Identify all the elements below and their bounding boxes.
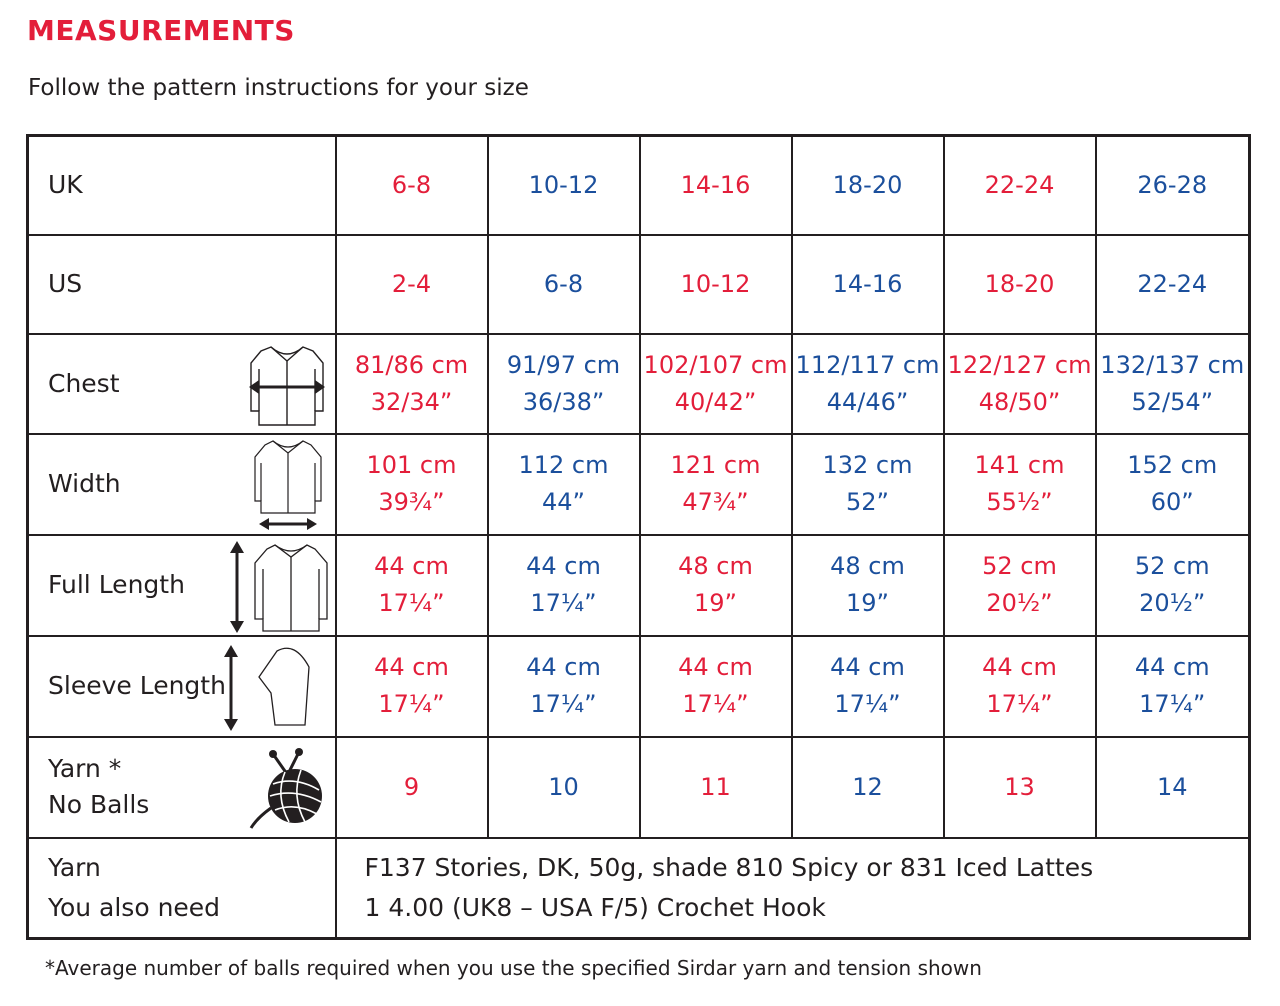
sleeve-length-inch: 17¼” xyxy=(834,690,901,718)
yarn-balls-cell: 9 xyxy=(336,737,488,838)
full-length-label: Full Length xyxy=(48,570,185,599)
you-also-need-label: You also need xyxy=(48,892,221,922)
sleeve-length-inch: 17¼” xyxy=(530,690,597,718)
width-cm: 121 cm xyxy=(670,451,761,479)
width-inch: 44” xyxy=(542,488,585,516)
uk-label-cell xyxy=(28,136,336,235)
sleeve-length-cm: 44 cm xyxy=(526,653,601,681)
chest-inch: 44/46” xyxy=(826,387,909,416)
full-length-inch: 17¼” xyxy=(530,589,597,617)
width-cell xyxy=(1096,434,1250,535)
width-label-cell xyxy=(28,434,336,535)
width-cm: 141 cm xyxy=(974,451,1065,479)
uk-size-cell: 22-24 xyxy=(944,136,1096,235)
yarn-info-labels xyxy=(48,848,220,928)
yarn-info-label-cell xyxy=(28,838,336,939)
sleeve-length-inch: 17¼” xyxy=(1139,690,1206,718)
uk-size-cell: 26-28 xyxy=(1096,136,1250,235)
measurements-table xyxy=(26,134,1251,940)
full-length-cell xyxy=(488,535,640,636)
width-inch: 39¾” xyxy=(378,488,445,516)
us-size-row xyxy=(28,235,1250,334)
chest-inch: 48/50” xyxy=(978,387,1061,416)
chest-cell xyxy=(640,334,792,434)
yarn-balls-label-line2: No Balls xyxy=(48,790,150,819)
yarn-balls-cell: 12 xyxy=(792,737,944,838)
yarn-balls-cell: 14 xyxy=(1096,737,1250,838)
full-length-cm: 44 cm xyxy=(526,552,601,580)
full-length-row xyxy=(28,535,1250,636)
width-cm: 152 cm xyxy=(1127,451,1218,479)
chest-cm: 132/137 cm xyxy=(1100,350,1245,379)
sleeve-length-cell xyxy=(944,636,1096,737)
full-length-cell xyxy=(1096,535,1250,636)
chest-inch: 32/34” xyxy=(370,387,453,416)
chest-cell xyxy=(792,334,944,434)
full-length-cell xyxy=(336,535,488,636)
yarn-ball-needles-icon xyxy=(245,746,331,832)
chest-inch: 40/42” xyxy=(674,387,757,416)
chest-label-cell xyxy=(28,334,336,434)
uk-size-cell: 18-20 xyxy=(792,136,944,235)
us-size-cell: 22-24 xyxy=(1096,235,1250,334)
sleeve-length-cell xyxy=(792,636,944,737)
sleeve-length-cm: 44 cm xyxy=(982,653,1057,681)
full-length-cell xyxy=(640,535,792,636)
yarn-balls-row xyxy=(28,737,1250,838)
full-length-cm: 52 cm xyxy=(1134,552,1210,580)
width-row xyxy=(28,434,1250,535)
sleeve-length-cm: 44 cm xyxy=(830,653,905,681)
chest-cm: 102/107 cm xyxy=(643,350,788,379)
yarn-label: Yarn xyxy=(48,852,101,882)
full-length-cm: 48 cm xyxy=(678,552,753,580)
sleeve-length-cell xyxy=(336,636,488,737)
sleeve-length-cell xyxy=(488,636,640,737)
chest-cell xyxy=(488,334,640,434)
full-length-cm: 48 cm xyxy=(830,552,905,580)
width-inch: 47¾” xyxy=(682,488,749,516)
width-inch: 55½” xyxy=(986,488,1053,516)
chest-cell xyxy=(1096,334,1250,434)
sleeve-length-label-cell xyxy=(28,636,336,737)
yarn-balls-label xyxy=(48,751,149,823)
full-length-label-cell xyxy=(28,535,336,636)
uk-size-row xyxy=(28,136,1250,235)
chest-label: Chest xyxy=(48,368,120,398)
full-length-diagram-icon xyxy=(225,539,333,635)
sleeve-length-cm: 44 cm xyxy=(678,653,753,681)
full-length-inch: 17¼” xyxy=(378,589,445,617)
width-cm: 101 cm xyxy=(366,451,457,479)
width-label: Width xyxy=(48,469,121,498)
us-size-cell: 18-20 xyxy=(944,235,1096,334)
sleeve-length-label: Sleeve Length xyxy=(48,671,226,700)
sleeve-length-cell xyxy=(1096,636,1250,737)
full-length-inch: 19” xyxy=(694,589,737,617)
sleeve-length-cm: 44 cm xyxy=(1134,653,1210,681)
hem-width-diagram-icon xyxy=(245,437,331,533)
full-length-cell xyxy=(944,535,1096,636)
yarn-balls-cell: 11 xyxy=(640,737,792,838)
sleeve-length-cell xyxy=(640,636,792,737)
yarn-balls-cell: 10 xyxy=(488,737,640,838)
yarn-balls-label-line1: Yarn * xyxy=(48,754,122,783)
full-length-cell xyxy=(792,535,944,636)
page-title: MEASUREMENTS xyxy=(27,14,295,47)
chest-cm: 91/97 cm xyxy=(506,350,621,379)
width-inch: 60” xyxy=(1150,488,1194,516)
chest-cm: 112/117 cm xyxy=(795,350,940,379)
chest-cm: 81/86 cm xyxy=(354,350,469,379)
us-label-cell xyxy=(28,235,336,334)
chest-inch: 52/54” xyxy=(1131,387,1214,416)
width-cell xyxy=(336,434,488,535)
us-size-cell: 6-8 xyxy=(488,235,640,334)
yarn-balls-label-cell xyxy=(28,737,336,838)
sleeve-length-cm: 44 cm xyxy=(374,653,449,681)
us-size-cell: 14-16 xyxy=(792,235,944,334)
width-cm: 132 cm xyxy=(822,451,913,479)
sleeve-length-inch: 17¼” xyxy=(682,690,749,718)
full-length-inch: 20½” xyxy=(986,589,1053,617)
chest-width-diagram-icon xyxy=(243,341,331,429)
uk-size-cell: 10-12 xyxy=(488,136,640,235)
width-cell xyxy=(640,434,792,535)
intro-text: Follow the pattern instructions for your size xyxy=(28,75,529,101)
width-cell xyxy=(944,434,1096,535)
uk-label: UK xyxy=(48,170,83,200)
full-length-inch: 19” xyxy=(846,589,889,617)
sleeve-length-inch: 17¼” xyxy=(986,690,1053,718)
chest-cell xyxy=(944,334,1096,434)
sleeve-length-inch: 17¼” xyxy=(378,690,445,718)
uk-size-cell: 14-16 xyxy=(640,136,792,235)
chest-inch: 36/38” xyxy=(522,387,605,416)
width-inch: 52” xyxy=(846,488,889,516)
uk-size-cell: 6-8 xyxy=(336,136,488,235)
chest-cm: 122/127 cm xyxy=(947,350,1092,379)
sleeve-length-diagram-icon xyxy=(219,643,329,733)
full-length-cm: 44 cm xyxy=(374,552,449,580)
chest-cell xyxy=(336,334,488,434)
us-label: US xyxy=(48,269,83,298)
yarn-info-row xyxy=(28,838,1250,939)
hook-requirement: 1 4.00 (UK8 – USA F/5) Crochet Hook xyxy=(364,892,826,922)
yarn-info-cell xyxy=(336,838,1250,939)
yarn-description: F137 Stories, DK, 50g, shade 810 Spicy or 831 Iced Lattes xyxy=(364,852,1094,882)
width-cell xyxy=(488,434,640,535)
us-size-cell: 2-4 xyxy=(336,235,488,334)
yarn-balls-cell: 13 xyxy=(944,737,1096,838)
footnote: *Average number of balls required when you use the specified Sirdar yarn and tension shown xyxy=(45,956,982,980)
full-length-inch: 20½” xyxy=(1139,589,1206,617)
sleeve-length-row xyxy=(28,636,1250,737)
chest-row xyxy=(28,334,1250,434)
width-cm: 112 cm xyxy=(518,451,609,479)
width-cell xyxy=(792,434,944,535)
us-size-cell: 10-12 xyxy=(640,235,792,334)
full-length-cm: 52 cm xyxy=(982,552,1057,580)
